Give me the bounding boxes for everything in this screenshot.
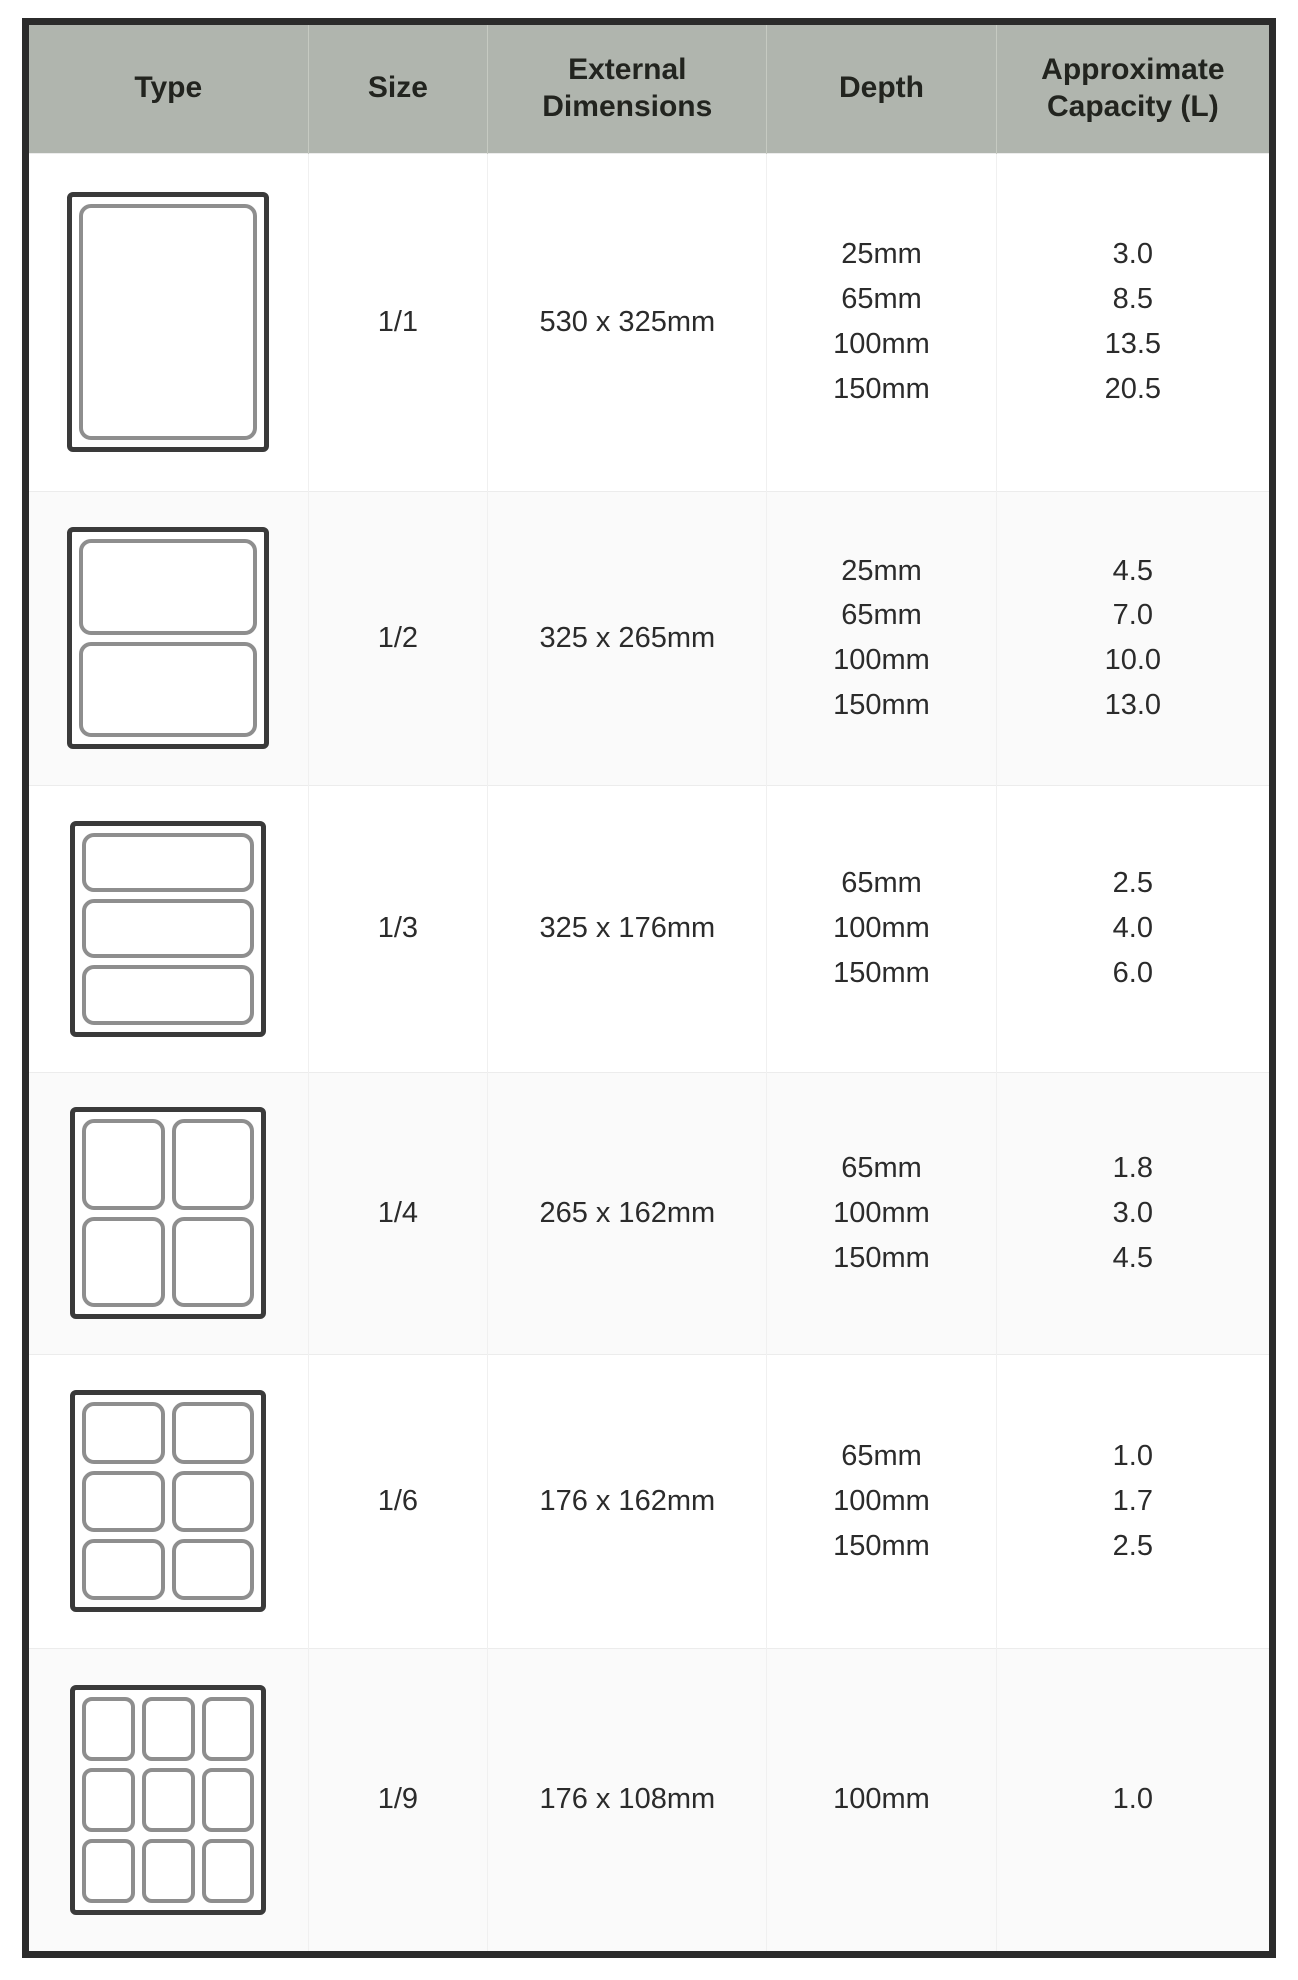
capacity-list	[1001, 864, 1265, 993]
capacity-value: 2.5	[1112, 867, 1153, 900]
capacity-value: 13.5	[1104, 328, 1162, 361]
depth-value: 150mm	[833, 957, 930, 990]
pan-compartment	[79, 642, 257, 738]
cell-depth	[767, 153, 996, 491]
depth-list	[771, 1149, 991, 1278]
capacity-list	[1001, 1149, 1265, 1278]
pan-compartment	[82, 899, 254, 958]
cell-capacity	[996, 785, 1269, 1072]
pan-compartment	[82, 1119, 165, 1210]
capacity-value: 1.7	[1112, 1484, 1153, 1517]
pan-compartment	[172, 1217, 255, 1308]
depth-value: 25mm	[841, 554, 922, 587]
depth-value: 150mm	[833, 1241, 930, 1274]
pan-compartment	[82, 1539, 165, 1600]
cell-capacity	[996, 491, 1269, 785]
table-row	[29, 491, 1269, 785]
pan-diagram-cell	[29, 491, 308, 785]
pan-diagram-1-9	[70, 1685, 266, 1915]
table-row	[29, 1354, 1269, 1648]
pan-compartment	[79, 204, 257, 440]
pan-compartment	[82, 1402, 165, 1463]
cell-capacity	[996, 1072, 1269, 1354]
pan-diagram-1-2	[67, 527, 269, 749]
cell-capacity	[996, 1354, 1269, 1648]
capacity-list	[1001, 235, 1265, 408]
depth-value: 65mm	[841, 1440, 922, 1473]
cell-external-dimensions: 176 x 162mm	[488, 1354, 767, 1648]
cell-capacity	[996, 153, 1269, 491]
gastronorm-size-table	[29, 25, 1269, 1951]
capacity-list	[1001, 1437, 1265, 1566]
pan-diagram-1-6	[70, 1390, 266, 1612]
pan-compartment	[202, 1768, 255, 1832]
pan-compartment	[82, 965, 254, 1024]
pan-compartment	[82, 1217, 165, 1308]
pan-diagram-cell	[29, 1648, 308, 1951]
capacity-value: 3.0	[1112, 1196, 1153, 1229]
cell-depth	[767, 1648, 996, 1951]
pan-compartment	[142, 1697, 195, 1761]
depth-value: 100mm	[833, 1196, 930, 1229]
capacity-list	[1001, 552, 1265, 725]
cell-depth	[767, 1354, 996, 1648]
cell-external-dimensions: 176 x 108mm	[488, 1648, 767, 1951]
depth-list	[771, 864, 991, 993]
capacity-value: 4.5	[1112, 1241, 1153, 1274]
capacity-value: 13.0	[1104, 689, 1162, 722]
cell-external-dimensions: 265 x 162mm	[488, 1072, 767, 1354]
capacity-value: 20.5	[1104, 373, 1162, 406]
cell-size: 1/3	[308, 785, 488, 1072]
table-row	[29, 1072, 1269, 1354]
depth-value: 150mm	[833, 689, 930, 722]
pan-diagram-cell	[29, 785, 308, 1072]
cell-size: 1/1	[308, 153, 488, 491]
capacity-value: 4.0	[1112, 912, 1153, 945]
depth-value: 100mm	[833, 1783, 930, 1816]
depth-list	[771, 235, 991, 408]
cell-size: 1/4	[308, 1072, 488, 1354]
depth-list	[771, 552, 991, 725]
cell-depth	[767, 785, 996, 1072]
capacity-value: 7.0	[1112, 599, 1153, 632]
column-header-depth: Depth	[767, 25, 996, 153]
depth-value: 150mm	[833, 1529, 930, 1562]
capacity-value: 1.0	[1112, 1783, 1153, 1816]
table-body	[29, 153, 1269, 1951]
cell-depth	[767, 1072, 996, 1354]
depth-value: 100mm	[833, 1484, 930, 1517]
pan-compartment	[82, 833, 254, 892]
depth-value: 65mm	[841, 867, 922, 900]
pan-diagram-1-3	[70, 821, 266, 1037]
pan-compartment	[82, 1768, 135, 1832]
cell-external-dimensions: 530 x 325mm	[488, 153, 767, 491]
pan-compartment	[202, 1839, 255, 1903]
capacity-list	[1001, 1780, 1265, 1819]
pan-compartment	[172, 1402, 255, 1463]
table-row	[29, 153, 1269, 491]
pan-compartment	[82, 1697, 135, 1761]
capacity-value: 8.5	[1112, 283, 1153, 316]
capacity-value: 6.0	[1112, 957, 1153, 990]
depth-value: 25mm	[841, 238, 922, 271]
pan-compartment	[172, 1539, 255, 1600]
pan-diagram-cell	[29, 1072, 308, 1354]
pan-compartment	[172, 1471, 255, 1532]
gastronorm-table-frame	[22, 18, 1276, 1958]
capacity-value: 10.0	[1104, 644, 1162, 677]
capacity-value: 3.0	[1112, 238, 1153, 271]
depth-list	[771, 1437, 991, 1566]
pan-compartment	[142, 1839, 195, 1903]
pan-diagram-1-1	[67, 192, 269, 452]
depth-value: 65mm	[841, 1151, 922, 1184]
pan-compartment	[142, 1768, 195, 1832]
column-header-type: Type	[29, 25, 308, 153]
capacity-value: 1.0	[1112, 1440, 1153, 1473]
pan-diagram-cell	[29, 1354, 308, 1648]
depth-value: 65mm	[841, 599, 922, 632]
pan-compartment	[82, 1471, 165, 1532]
column-header-external-dimensions: External Dimensions	[488, 25, 767, 153]
column-header-size: Size	[308, 25, 488, 153]
cell-depth	[767, 491, 996, 785]
capacity-value: 4.5	[1112, 554, 1153, 587]
table-row	[29, 785, 1269, 1072]
cell-external-dimensions: 325 x 265mm	[488, 491, 767, 785]
table-row	[29, 1648, 1269, 1951]
pan-diagram-cell	[29, 153, 308, 491]
pan-compartment	[82, 1839, 135, 1903]
pan-compartment	[202, 1697, 255, 1761]
depth-list	[771, 1780, 991, 1819]
cell-external-dimensions: 325 x 176mm	[488, 785, 767, 1072]
depth-value: 100mm	[833, 328, 930, 361]
depth-value: 65mm	[841, 283, 922, 316]
cell-size: 1/2	[308, 491, 488, 785]
depth-value: 100mm	[833, 912, 930, 945]
capacity-value: 2.5	[1112, 1529, 1153, 1562]
pan-compartment	[79, 539, 257, 635]
column-header-approximate-capacity: Approximate Capacity (L)	[996, 25, 1269, 153]
depth-value: 150mm	[833, 373, 930, 406]
table-header-row	[29, 25, 1269, 153]
depth-value: 100mm	[833, 644, 930, 677]
cell-size: 1/6	[308, 1354, 488, 1648]
pan-compartment	[172, 1119, 255, 1210]
cell-capacity	[996, 1648, 1269, 1951]
cell-size: 1/9	[308, 1648, 488, 1951]
table-header	[29, 25, 1269, 153]
pan-diagram-1-4	[70, 1107, 266, 1319]
capacity-value: 1.8	[1112, 1151, 1153, 1184]
